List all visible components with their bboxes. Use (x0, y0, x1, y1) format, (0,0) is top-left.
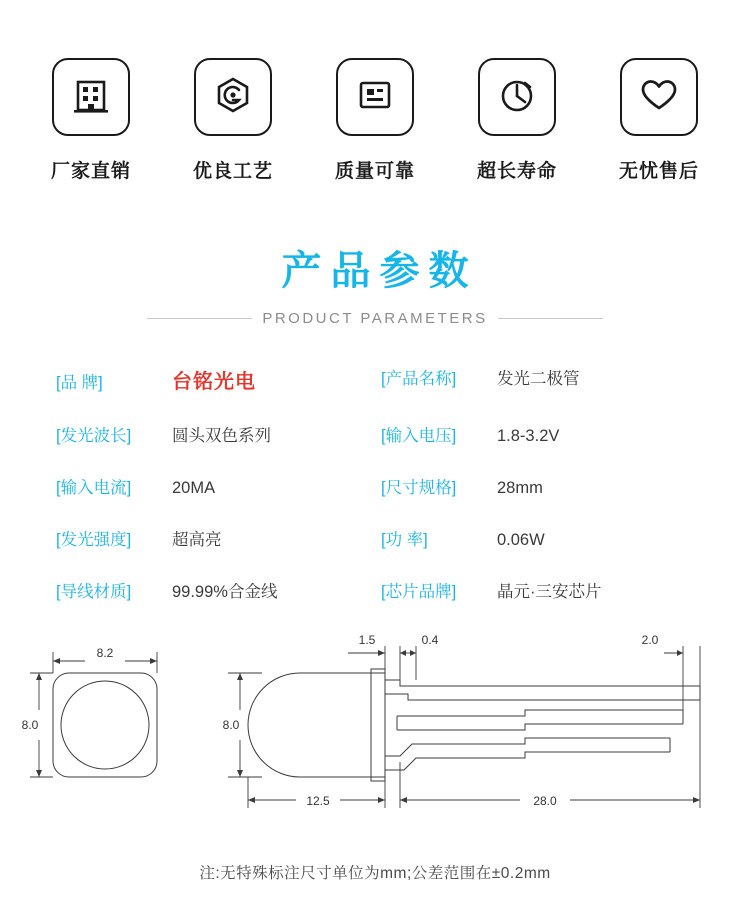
lead-gap-dimension (348, 646, 385, 680)
feature-label: 优良工艺 (192, 161, 273, 182)
param-row-current (50, 474, 375, 498)
side-height-label: 8.0 (222, 718, 240, 732)
front-height-label: 8.0 (21, 718, 39, 732)
param-key: [输入电压] (381, 427, 457, 445)
feature-badge (52, 58, 130, 136)
hexagon-gear-icon (211, 73, 255, 122)
body-length-label: 12.5 (306, 794, 330, 808)
param-key: [产品名称] (381, 370, 457, 388)
quality-frame-icon (353, 73, 397, 122)
param-row-intensity (50, 526, 375, 550)
lead-spacing-label: 2.0 (641, 633, 659, 647)
feature-label: 厂家直销 (50, 161, 131, 182)
param-key: [发光强度] (56, 531, 132, 549)
stopwatch-icon (495, 73, 539, 122)
page-subtitle: PRODUCT PARAMETERS (262, 310, 488, 327)
feature-badge (336, 58, 414, 136)
param-row-size (375, 474, 700, 498)
front-width-label: 8.2 (96, 646, 114, 660)
param-key: [输入电流] (56, 479, 132, 497)
param-value: 0.06W (497, 531, 545, 549)
param-row-wire-material (50, 578, 375, 602)
page-subtitle-row (0, 310, 750, 327)
front-view (53, 673, 157, 777)
param-value: 圆头双色系列 (172, 427, 271, 445)
parameter-table (50, 365, 700, 602)
feature-badge (194, 58, 272, 136)
param-key: [导线材质] (56, 583, 132, 601)
param-row-brand (50, 365, 375, 394)
param-row-chip-brand (375, 578, 700, 602)
side-view-body (248, 669, 385, 781)
factory-icon (69, 73, 113, 122)
side-view-leads (385, 680, 700, 770)
param-row-power (375, 526, 700, 550)
lead-gap-label: 1.5 (358, 633, 376, 647)
param-value: 28mm (497, 479, 543, 497)
param-key: [发光波长] (56, 427, 132, 445)
lead-width-label: 0.4 (421, 633, 439, 647)
feature-item-lifespan (462, 58, 572, 183)
param-value: 1.8-3.2V (497, 427, 560, 445)
section-title (0, 239, 750, 327)
param-key: [品 牌] (56, 374, 103, 392)
param-value: 超高亮 (172, 531, 222, 549)
feature-item-craft (178, 58, 288, 183)
feature-badge (478, 58, 556, 136)
feature-label: 无忧售后 (618, 161, 699, 182)
lead-width-dimension (400, 646, 416, 680)
param-row-product-name (375, 365, 700, 394)
rule-right (498, 318, 603, 319)
param-value: 99.99%合金线 (172, 583, 278, 601)
param-key: [尺寸规格] (381, 479, 457, 497)
param-key: [芯片品牌] (381, 583, 457, 601)
param-value: 20MA (172, 479, 216, 497)
feature-item-service (604, 58, 714, 183)
param-value: 台铭光电 (172, 371, 256, 393)
param-value: 发光二极管 (497, 370, 580, 388)
dimension-drawing (0, 628, 750, 843)
param-value: 晶元·三安芯片 (497, 583, 602, 601)
heart-icon (637, 73, 681, 122)
param-key: [功 率] (381, 531, 428, 549)
param-row-wavelength (50, 422, 375, 446)
param-row-voltage (375, 422, 700, 446)
total-length-label: 28.0 (533, 794, 557, 808)
page-title: 产品参数 (281, 249, 478, 293)
feature-item-factory (36, 58, 146, 183)
dimension-note: 注:无特殊标注尺寸单位为mm;公差范围在±0.2mm (199, 865, 551, 882)
feature-item-quality (320, 58, 430, 183)
feature-badge (620, 58, 698, 136)
feature-highlights (0, 0, 750, 183)
feature-label: 质量可靠 (334, 161, 415, 182)
feature-label: 超长寿命 (476, 161, 557, 182)
rule-left (147, 318, 252, 319)
